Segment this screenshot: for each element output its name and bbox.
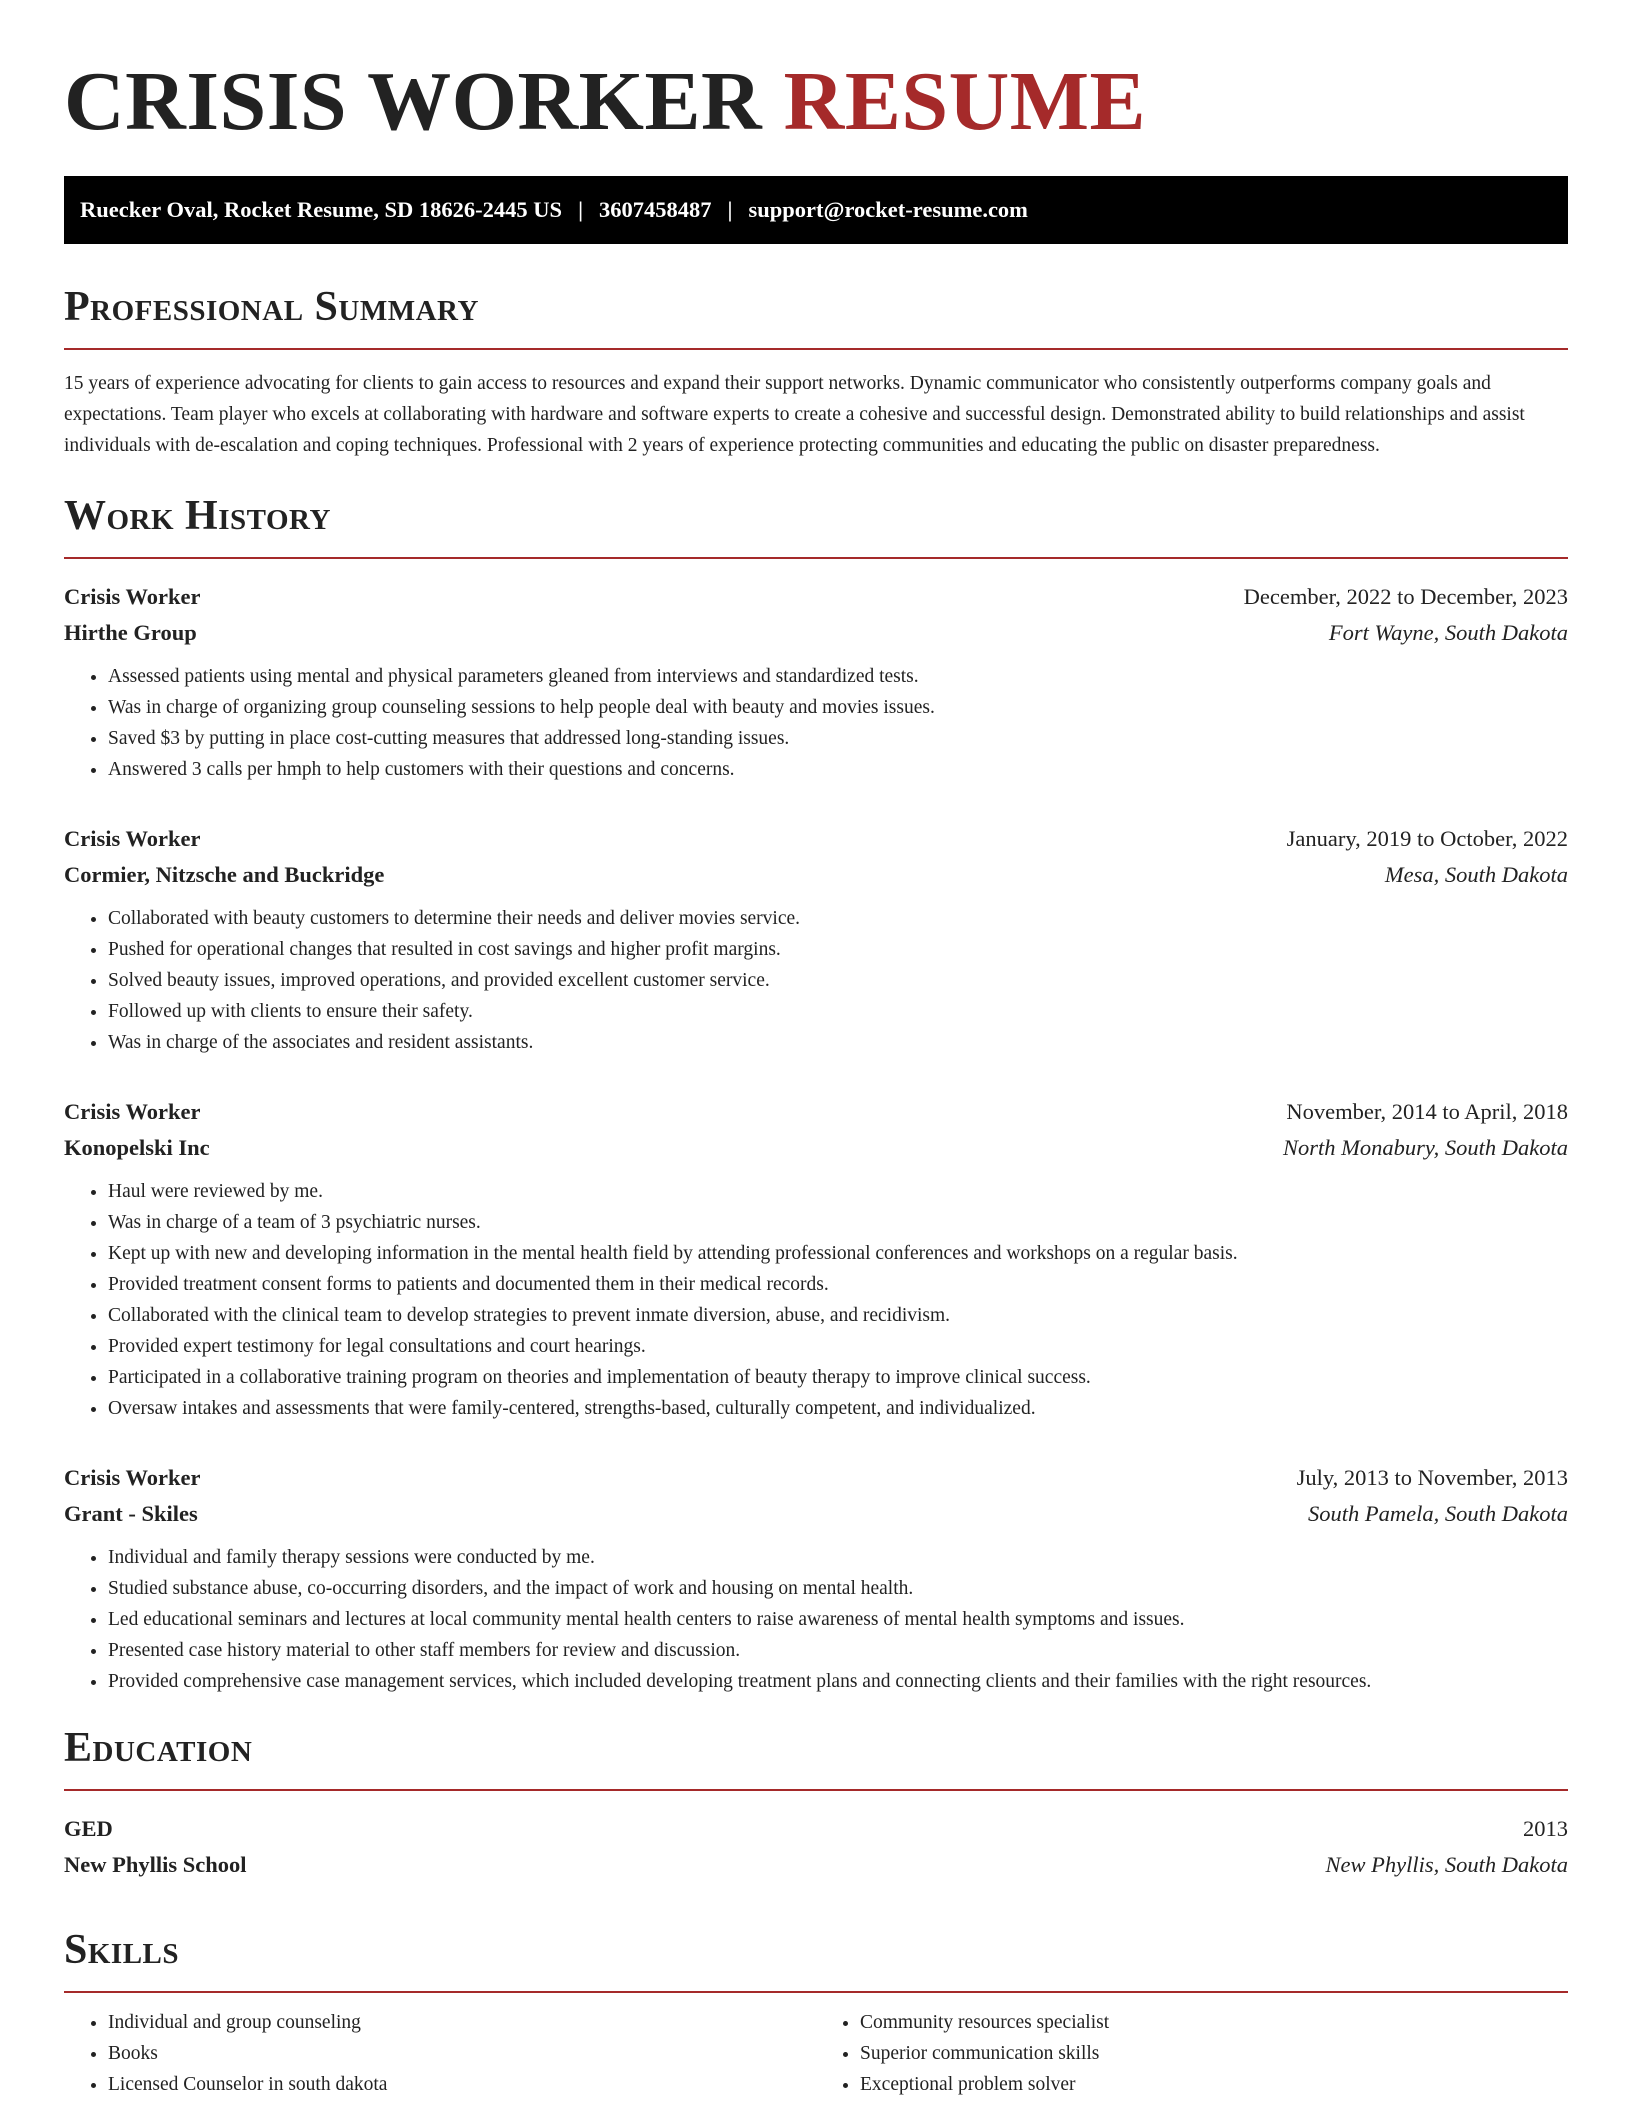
- job-entry: [64, 821, 1568, 1058]
- summary-section: [64, 282, 1568, 461]
- job-bullets: [64, 661, 1568, 785]
- contact-bar: [64, 176, 1568, 244]
- job-title: Crisis Worker: [64, 826, 201, 851]
- skills-section: [64, 1925, 1568, 2100]
- title-main: CRISIS WORKER: [64, 55, 763, 148]
- job-bullet: • Oversaw intakes and assessments that were family-centered, strengths-based, culturally competent, and individualized.: [108, 1393, 1568, 1424]
- job-company: Hirthe Group: [64, 620, 197, 645]
- title-accent: RESUME: [783, 55, 1147, 148]
- skill-item: • Licensed Counselor in south dakota: [108, 2069, 816, 2100]
- education-heading: Education: [64, 1725, 253, 1771]
- contact-email: support@rocket-resume.com: [748, 197, 1028, 222]
- summary-text: 15 years of experience advocating for clients to gain access to resources and expand their support networks. Dynamic communicator who consistently outperforms company goals and expectations. Team player who excels at collaborating with hardware and software experts to create a cohesive and successful design. Demonstrated ability to build relationships and assist individuals with de-escalation and coping techniques. Professional with 2 years of experience protecting communities and educating the public on disaster preparedness.: [64, 373, 1525, 456]
- skills-column-left: [64, 2007, 816, 2100]
- skills-heading: Skills: [64, 1927, 180, 1973]
- job-bullet: • Kept up with new and developing information in the mental health field by attending professional conferences and workshops on a regular basis.: [108, 1238, 1568, 1269]
- skill-item: • Exceptional problem solver: [860, 2069, 1568, 2100]
- skill-item: • Books: [108, 2038, 816, 2069]
- job-bullet: • Led educational seminars and lectures at local community mental health centers to raise awareness of mental health symptoms and issues.: [108, 1604, 1568, 1635]
- job-dates: January, 2019 to October, 2022: [1286, 826, 1568, 851]
- contact-address: Ruecker Oval, Rocket Resume, SD 18626-2445 US: [80, 197, 563, 222]
- job-bullet: • Individual and family therapy sessions were conducted by me.: [108, 1542, 1568, 1573]
- section-divider: [64, 557, 1568, 559]
- job-dates: July, 2013 to November, 2013: [1296, 1465, 1568, 1490]
- education-degree: GED: [64, 1816, 113, 1841]
- job-dates: November, 2014 to April, 2018: [1286, 1099, 1568, 1124]
- education-location: New Phyllis, South Dakota: [1325, 1852, 1568, 1877]
- job-title: Crisis Worker: [64, 584, 201, 609]
- job-bullet: • Was in charge of organizing group counseling sessions to help people deal with beauty and movies issues.: [108, 692, 1568, 723]
- job-bullet: • Followed up with clients to ensure their safety.: [108, 996, 1568, 1027]
- job-entry: [64, 579, 1568, 785]
- skill-item: • Individual and group counseling: [108, 2007, 816, 2038]
- job-title: Crisis Worker: [64, 1099, 201, 1124]
- skill-item: • Community resources specialist: [860, 2007, 1568, 2038]
- education-school: New Phyllis School: [64, 1852, 247, 1877]
- job-bullet: • Saved $3 by putting in place cost-cutting measures that addressed long-standing issues.: [108, 723, 1568, 754]
- job-bullet: • Collaborated with beauty customers to determine their needs and deliver movies service.: [108, 903, 1568, 934]
- job-location: North Monabury, South Dakota: [1283, 1135, 1568, 1160]
- job-bullet: • Answered 3 calls per hmph to help customers with their questions and concerns.: [108, 754, 1568, 785]
- job-bullet: • Haul were reviewed by me.: [108, 1176, 1568, 1207]
- job-bullet: • Studied substance abuse, co-occurring disorders, and the impact of work and housing on mental health.: [108, 1573, 1568, 1604]
- skill-item: • Superior communication skills: [860, 2038, 1568, 2069]
- contact-phone: 3607458487: [599, 197, 712, 222]
- contact-separator: |: [727, 197, 733, 222]
- skills-column-right: [816, 2007, 1568, 2100]
- skills-grid: [64, 2007, 1568, 2100]
- resume-title: [64, 52, 1568, 152]
- work-history-heading: Work History: [64, 493, 331, 539]
- section-divider: [64, 1789, 1568, 1791]
- job-company: Cormier, Nitzsche and Buckridge: [64, 862, 385, 887]
- job-bullet: • Collaborated with the clinical team to develop strategies to prevent inmate diversion, abuse, and recidivism.: [108, 1300, 1568, 1331]
- job-company: Konopelski Inc: [64, 1135, 210, 1160]
- contact-separator: |: [578, 197, 584, 222]
- job-bullet: • Was in charge of a team of 3 psychiatric nurses.: [108, 1207, 1568, 1238]
- education-section: [64, 1723, 1568, 1883]
- job-location: Fort Wayne, South Dakota: [1328, 620, 1568, 645]
- job-entry: [64, 1460, 1568, 1697]
- job-bullet: • Was in charge of the associates and resident assistants.: [108, 1027, 1568, 1058]
- education-year: 2013: [1523, 1816, 1568, 1841]
- job-location: Mesa, South Dakota: [1384, 862, 1568, 887]
- job-bullets: [64, 1542, 1568, 1697]
- job-bullet: • Assessed patients using mental and physical parameters gleaned from interviews and standardized tests.: [108, 661, 1568, 692]
- section-divider: [64, 1991, 1568, 1993]
- job-entry: [64, 1094, 1568, 1424]
- job-bullet: • Pushed for operational changes that resulted in cost savings and higher profit margins.: [108, 934, 1568, 965]
- job-bullet: • Solved beauty issues, improved operations, and provided excellent customer service.: [108, 965, 1568, 996]
- job-location: South Pamela, South Dakota: [1308, 1501, 1568, 1526]
- job-bullet: • Participated in a collaborative training program on theories and implementation of beauty therapy to improve clinical success.: [108, 1362, 1568, 1393]
- job-bullet: • Provided comprehensive case management services, which included developing treatment plans and connecting clients and their families with the right resources.: [108, 1666, 1568, 1697]
- summary-heading: Professional Summary: [64, 284, 479, 330]
- job-title: Crisis Worker: [64, 1465, 201, 1490]
- work-history-section: [64, 491, 1568, 1697]
- job-bullet: • Provided treatment consent forms to patients and documented them in their medical records.: [108, 1269, 1568, 1300]
- job-bullet: • Presented case history material to other staff members for review and discussion.: [108, 1635, 1568, 1666]
- job-bullets: [64, 903, 1568, 1058]
- education-entry: [64, 1811, 1568, 1883]
- section-divider: [64, 348, 1568, 350]
- job-bullets: [64, 1176, 1568, 1424]
- job-company: Grant - Skiles: [64, 1501, 198, 1526]
- job-bullet: • Provided expert testimony for legal consultations and court hearings.: [108, 1331, 1568, 1362]
- job-dates: December, 2022 to December, 2023: [1243, 584, 1568, 609]
